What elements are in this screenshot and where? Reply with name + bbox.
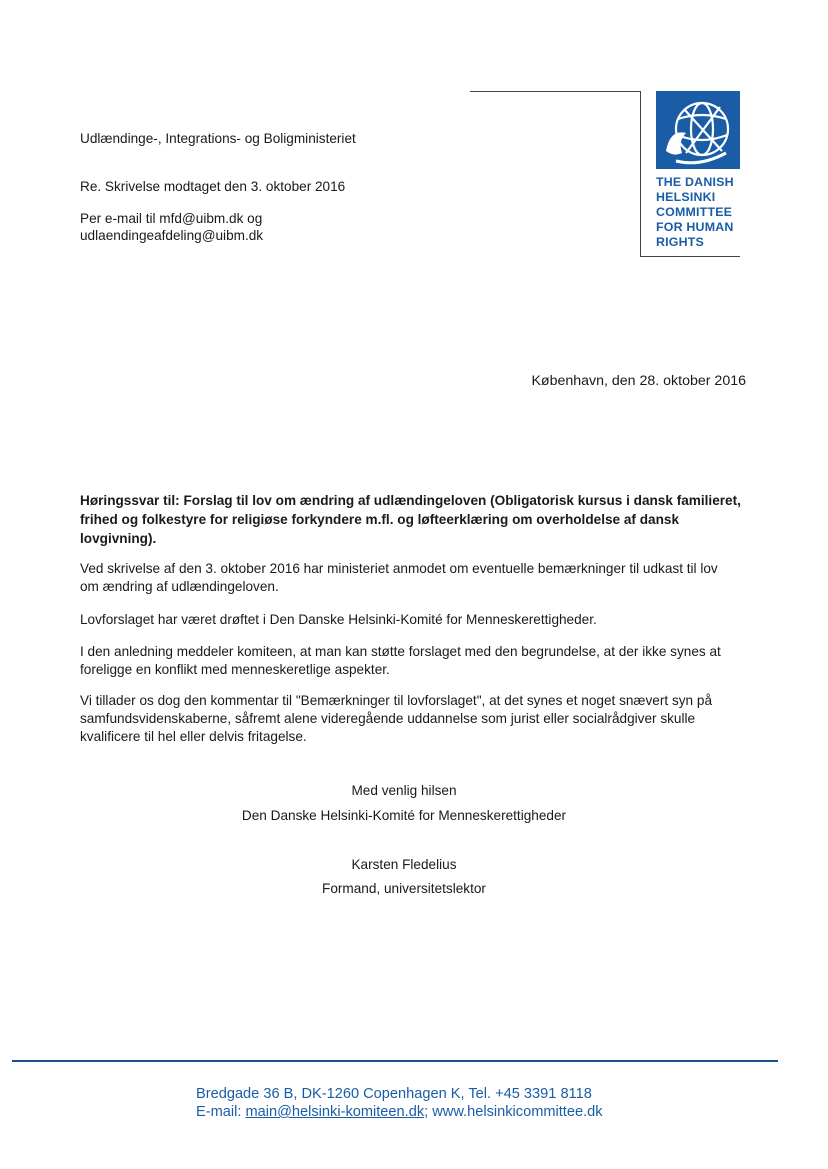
paragraph [80,560,752,596]
paragraph-line: foreligge en konflikt med menneskeretlige aspekter. [80,662,390,677]
paragraph [80,692,752,746]
letterhead-vertical-rule [640,91,641,257]
letterhead-top-rule [470,91,640,92]
signer-name: Karsten Fledelius [351,857,457,872]
email-line-1: Per e-mail til mfd@uibm.dk og [80,211,263,226]
footer-email-label: E-mail: [196,1104,246,1120]
signature-organization: Den Danske Helsinki-Komité for Menneskerettigheder [241,808,567,823]
email-line-2: udlaendingeafdeling@uibm.dk [80,228,264,243]
reference-line: Re. Skrivelse modtaget den 3. oktober 2016 [80,179,346,194]
closing: Med venlig hilsen [351,783,457,798]
org-name-line: COMMITTEE [656,205,733,219]
footer-website: www.helsinkicommittee.dk [432,1104,603,1120]
subject-heading: Høringssvar til: Forslag til lov om ændring af udlændingeloven (Obligatorisk kursus i dansk familieret, frihed og folkestyre for religiøse forkyndere m.fl. og løfteerklæring om overholdelse af dansk lovgivning). [80,493,741,546]
org-name-block [656,175,734,250]
place-date: København, den 28. oktober 2016 [531,373,746,389]
org-name-line: HELSINKI [656,190,716,204]
signer-title: Formand, universitetslektor [322,881,486,896]
globe-with-arrow-icon [656,91,740,169]
footer-separator: ; [424,1104,433,1120]
paragraph-line: I den anledning meddeler komiteen, at man kan støtte forslaget med den begrundelse, at der ikke synes at [80,644,721,659]
paragraph-line: Lovforslaget har været drøftet i Den Danske Helsinki-Komité for Menneskerettigheder. [80,612,597,627]
paragraph-line: om ændring af udlændingeloven. [80,579,279,594]
paragraph-line: samfundsvidenskaberne, såfremt alene videregående uddannelse som jurist eller socialrådgiver skulle [80,711,696,726]
paragraph-line: kvalificere til hel eller delvis fritagelse. [80,729,307,744]
paragraph [80,643,752,679]
footer-email-link[interactable]: main@helsinki-komiteen.dk [245,1104,425,1120]
recipient: Udlændinge-, Integrations- og Boligministeriet [80,131,356,146]
org-name-line: FOR HUMAN [656,220,734,234]
paragraph-line: Vi tillader os dog den kommentar til "Bemærkninger til lovforslaget", at det synes et noget snævert syn på [80,693,713,708]
footer-contact [196,1103,603,1121]
org-name-line: THE DANISH [656,175,734,189]
footer-rule [12,1060,778,1062]
org-name-line: RIGHTS [656,235,705,249]
paragraph-line: Ved skrivelse af den 3. oktober 2016 har ministeriet anmodet om eventuelle bemærkninger til udkast til lov [80,561,718,576]
paragraph [80,611,752,629]
letterhead-bottom-rule [640,256,740,257]
footer-address: Bredgade 36 B, DK-1260 Copenhagen K, Tel. +45 3391 8118 [196,1086,592,1102]
